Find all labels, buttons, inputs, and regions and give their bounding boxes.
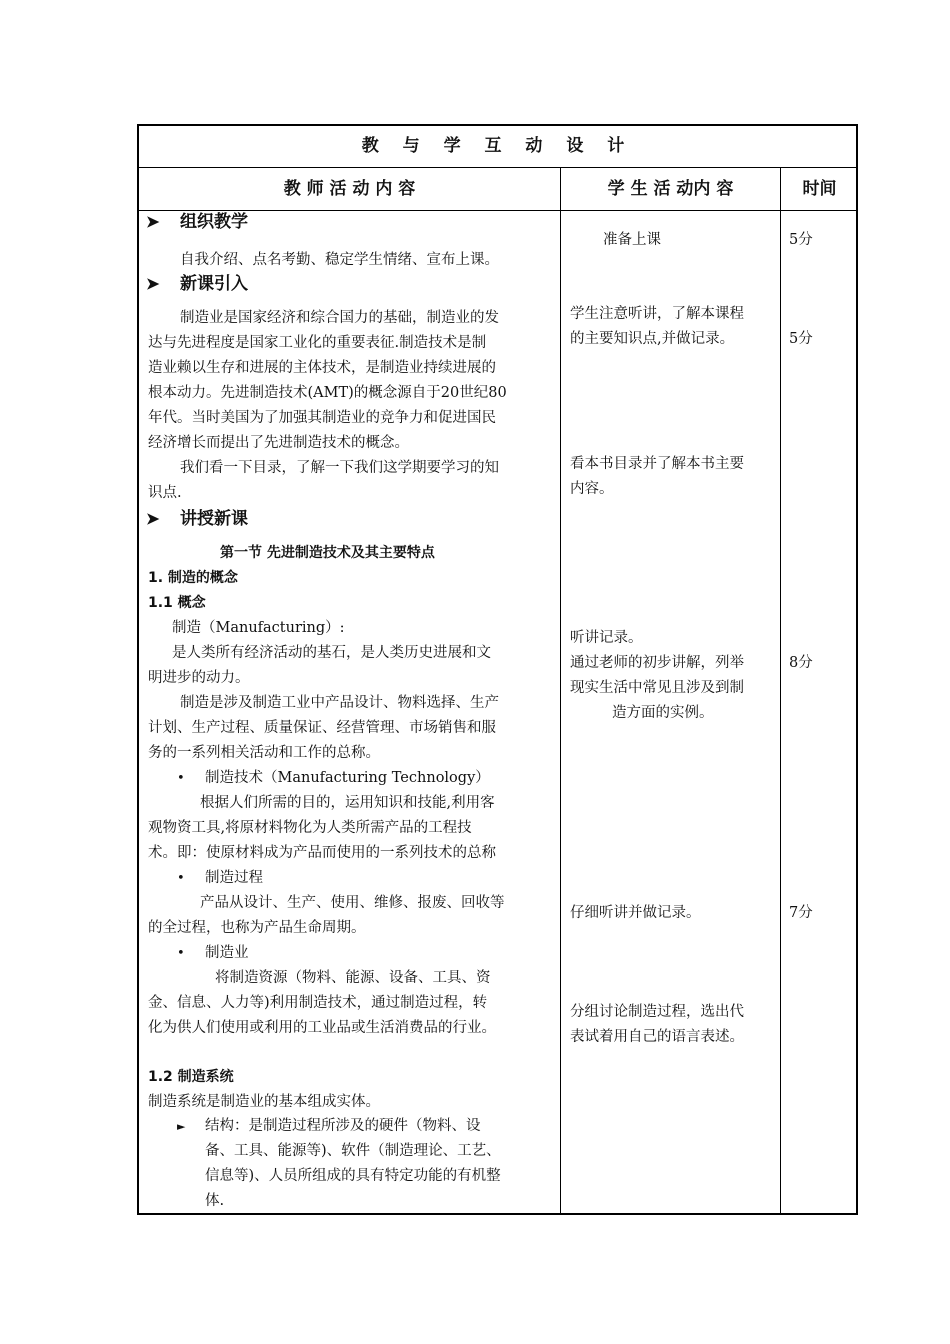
- intro-line: 制造业是国家经济和综合国力的基础，制造业的发: [180, 310, 499, 326]
- manufacturing-line: 是人类所有经济活动的基石，是人类历史进展和文: [172, 645, 491, 661]
- time-value: 8分: [789, 655, 813, 671]
- industry-line: 化为供人们使用或利用的工业品或生活消费品的行业。: [148, 1020, 496, 1036]
- bullet-manufacturing-technology: 制造技术（Manufacturing Technology）: [205, 770, 490, 786]
- student-activity-notes: 造方面的实例。: [612, 705, 714, 721]
- manufacturing-line: 明进步的动力。: [148, 670, 250, 686]
- industry-line: 金、信息、人力等)利用制造技术，通过制造过程，转: [148, 995, 488, 1011]
- student-activity-notes: 现实生活中常见且涉及到制: [570, 680, 744, 696]
- header-student: 学 生 活 动内 容: [607, 179, 734, 199]
- student-activity-discuss: 表试着用自己的语言表述。: [570, 1029, 744, 1045]
- student-activity-prepare: 准备上课: [603, 232, 661, 248]
- student-activity-record: 仔细听讲并做记录。: [570, 905, 701, 921]
- column-divider: [780, 167, 781, 1213]
- student-activity-notes: 通过老师的初步讲解，列举: [570, 655, 744, 671]
- manufacturing-label: 制造（Manufacturing）:: [172, 620, 345, 636]
- subsection-1-1: 1.1 概念: [148, 595, 206, 611]
- bullet-dot-icon: •: [177, 871, 185, 886]
- arrow-bullet-icon: ➤: [146, 509, 160, 528]
- student-activity-notes: 听讲记录。: [570, 630, 643, 646]
- heading-new-lesson: 讲授新课: [180, 509, 248, 529]
- time-value: 7分: [789, 905, 813, 921]
- intro-line: 根本动力。先进制造技术(AMT)的概念源自于20世纪80: [148, 385, 507, 401]
- heading-intro: 新课引入: [180, 274, 248, 294]
- subsection-1-2: 1.2 制造系统: [148, 1069, 234, 1085]
- industry-line: 将制造资源（物料、能源、设备、工具、资: [215, 970, 491, 986]
- technology-line: 观物资工具,将原材料物化为人类所需产品的工程技: [148, 820, 472, 836]
- student-activity-discuss: 分组讨论制造过程，选出代: [570, 1004, 744, 1020]
- intro-line: 达与先进程度是国家工业化的重要表征.制造技术是制: [148, 335, 487, 351]
- structure-line: 结构：是制造过程所涉及的硬件（物料、设: [205, 1118, 481, 1134]
- system-text: 制造系统是制造业的基本组成实体。: [148, 1094, 380, 1110]
- structure-line: 体.: [205, 1193, 225, 1209]
- heading-organize: 组织教学: [180, 212, 248, 232]
- technology-line: 根据人们所需的目的，运用知识和技能,利用客: [200, 795, 495, 811]
- process-line: 的全过程，也称为产品生命周期。: [148, 920, 366, 936]
- section-title: 第一节 先进制造技术及其主要特点: [220, 545, 435, 561]
- bullet-dot-icon: •: [177, 771, 185, 786]
- contents-line: 识点.: [148, 485, 182, 501]
- student-activity-contents: 看本书目录并了解本书主要: [570, 456, 744, 472]
- bullet-dot-icon: •: [177, 946, 185, 961]
- student-activity-listen: 学生注意听讲，了解本课程: [570, 306, 744, 322]
- process-line: 产品从设计、生产、使用、维修、报废、回收等: [200, 895, 505, 911]
- time-value: 5分: [789, 232, 813, 248]
- header-time: 时间: [802, 179, 837, 199]
- student-activity-contents: 内容。: [570, 481, 614, 497]
- structure-line: 信息等)、人员所组成的具有特定功能的有机整: [205, 1168, 501, 1184]
- column-divider: [560, 167, 561, 1213]
- subsection-1: 1. 制造的概念: [148, 570, 238, 586]
- contents-line: 我们看一下目录，了解一下我们这学期要学习的知: [180, 460, 499, 476]
- triangle-bullet-icon: ►: [177, 1120, 186, 1133]
- technology-line: 术。即：使原材料成为产品而使用的一系列技术的总称: [148, 845, 496, 861]
- manufacturing-definition-line: 制造是涉及制造工业中产品设计、物料选择、生产: [180, 695, 499, 711]
- header-teacher: 教 师 活 动 内 容: [283, 179, 416, 199]
- arrow-bullet-icon: ➤: [146, 274, 160, 293]
- intro-line: 造业赖以生存和进展的主体技术，是制造业持续进展的: [148, 360, 496, 376]
- structure-line: 备、工具、能源等)、软件（制造理论、工艺、: [205, 1143, 501, 1159]
- bullet-process: 制造过程: [205, 870, 263, 886]
- bullet-industry: 制造业: [205, 945, 249, 961]
- manufacturing-definition-line: 计划、生产过程、质量保证、经营管理、市场销售和服: [148, 720, 496, 736]
- manufacturing-definition-line: 务的一系列相关活动和工作的总称。: [148, 745, 380, 761]
- student-activity-listen: 的主要知识点,并做记录。: [570, 331, 735, 347]
- arrow-bullet-icon: ➤: [146, 212, 160, 231]
- intro-line: 经济增长而提出了先进制造技术的概念。: [148, 435, 409, 451]
- intro-line: 年代。当时美国为了加强其制造业的竞争力和促进国民: [148, 410, 496, 426]
- table-title: 教 与 学 互 动 设 计: [361, 136, 634, 156]
- time-value: 5分: [789, 331, 813, 347]
- paragraph-organize: 自我介绍、点名考勤、稳定学生情绪、宣布上课。: [180, 252, 499, 268]
